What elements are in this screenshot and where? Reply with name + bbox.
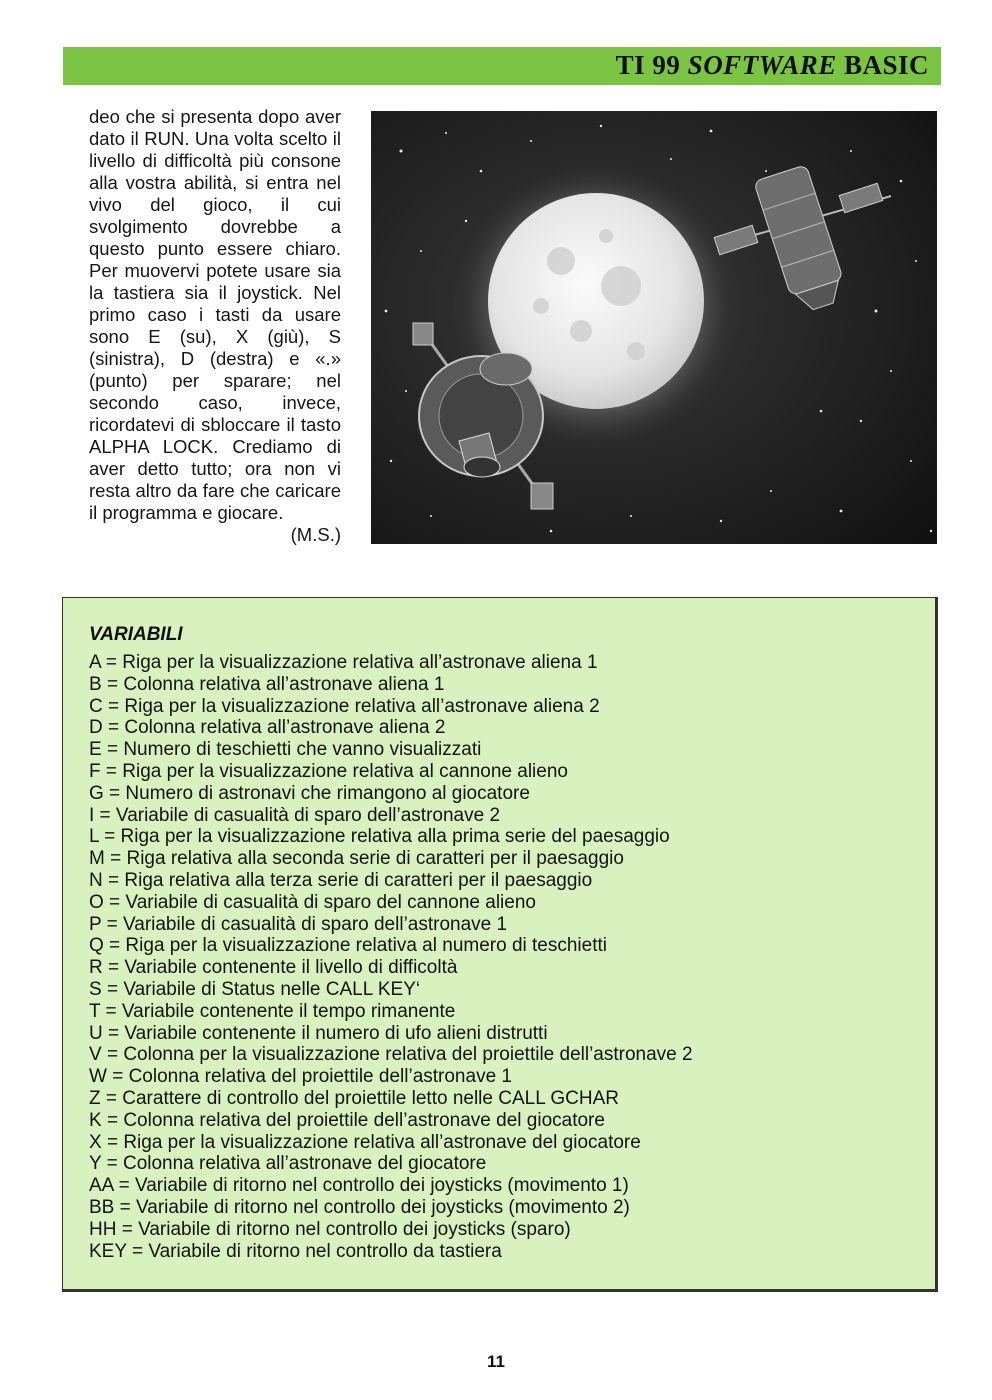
- variable-item: Q = Riga per la visualizzazione relativa al numero di teschietti: [89, 935, 608, 957]
- variable-item: L = Riga per la visualizzazione relativa alla prima serie del paesaggio: [89, 826, 670, 848]
- variable-item: P = Variabile di casualità di sparo dell’astronave 1: [89, 913, 508, 935]
- variable-item: S = Variabile di Status nelle CALL KEY‘: [89, 978, 421, 1000]
- space-illustration: [371, 111, 937, 544]
- variables-box: [62, 597, 938, 1292]
- space-illustration-moon-satellites-icon: [371, 111, 937, 544]
- variable-item: C = Riga per la visualizzazione relativa all’astronave aliena 2: [89, 695, 600, 717]
- variable-item: BB = Variabile di ritorno nel controllo dei joysticks (movimento 2): [89, 1196, 630, 1218]
- variable-item: AA = Variabile di ritorno nel controllo dei joysticks (movimento 1): [89, 1175, 629, 1197]
- variable-item: W = Colonna relativa del proiettile dell’astronave 1: [89, 1066, 512, 1088]
- variable-item: O = Variabile di casualità di sparo del cannone alieno: [89, 891, 536, 913]
- variable-item: I = Variabile di casualità di sparo dell’astronave 2: [89, 804, 501, 826]
- variable-item: U = Variabile contenente il numero di ufo alieni distrutti: [89, 1022, 548, 1044]
- variable-item: KEY = Variabile di ritorno nel controllo da tastiera: [89, 1240, 502, 1262]
- header-title-prefix: TI 99: [615, 50, 681, 80]
- variable-item: Z = Carattere di controllo del proiettile letto nelle CALL GCHAR: [89, 1087, 619, 1109]
- variable-item: Y = Colonna relativa all’astronave del giocatore: [89, 1153, 487, 1175]
- variable-item: M = Riga relativa alla seconda serie di caratteri per il paesaggio: [89, 848, 624, 870]
- variable-item: F = Riga per la visualizzazione relativa al cannone alieno: [89, 760, 568, 782]
- article-text: deo che si presenta dopo aver dato il RUN. Una volta scelto il livello di difficoltà più consone alla vostra abilità, si entra nel vivo del gioco, il cui svolgimento dovrebbe a questo punto essere chiaro. Per muovervi potete usare sia la tastiera sia il joystick. Nel primo caso i tasti da usare sono E (su), X (giù), S (sinistra), D (destra) e «.» (punto) per sparare; nel secondo caso, invece, ricordatevi di sbloccare il tasto ALPHA LOCK. Crediamo di aver detto tutto; ora non vi resta altro da fare che caricare il programma e giocare.: [89, 106, 341, 523]
- variable-item: G = Numero di astronavi che rimangono al giocatore: [89, 782, 530, 804]
- variables-list: [89, 652, 693, 1262]
- variable-item: E = Numero di teschietti che vanno visualizzati: [89, 739, 482, 761]
- article-column: [89, 106, 341, 546]
- variable-item: A = Riga per la visualizzazione relativa all’astronave aliena 1: [89, 652, 598, 673]
- header-bar: [63, 47, 941, 85]
- variable-item: X = Riga per la visualizzazione relativa all’astronave del giocatore: [89, 1131, 641, 1153]
- variable-item: V = Colonna per la visualizzazione relativa del proiettile dell’astronave 2: [89, 1044, 693, 1066]
- article-signature: (M.S.): [290, 524, 341, 545]
- variable-item: D = Colonna relativa all’astronave aliena 2: [89, 717, 446, 739]
- variable-item: T = Variabile contenente il tempo rimanente: [89, 1000, 456, 1022]
- header-title: [616, 50, 929, 81]
- variable-item: N = Riga relativa alla terza serie di caratteri per il paesaggio: [89, 869, 593, 891]
- variables-title: VARIABILI: [89, 624, 183, 645]
- header-title-italic: SOFTWARE: [687, 50, 837, 80]
- variable-item: HH = Variabile di ritorno nel controllo dei joysticks (sparo): [89, 1218, 571, 1240]
- header-title-suffix: BASIC: [843, 50, 929, 80]
- variable-item: B = Colonna relativa all’astronave aliena 1: [89, 673, 445, 695]
- variable-item: R = Variabile contenente il livello di difficoltà: [89, 957, 458, 979]
- variable-item: K = Colonna relativa del proiettile dell’astronave del giocatore: [89, 1109, 605, 1131]
- page-number: 11: [487, 1352, 505, 1371]
